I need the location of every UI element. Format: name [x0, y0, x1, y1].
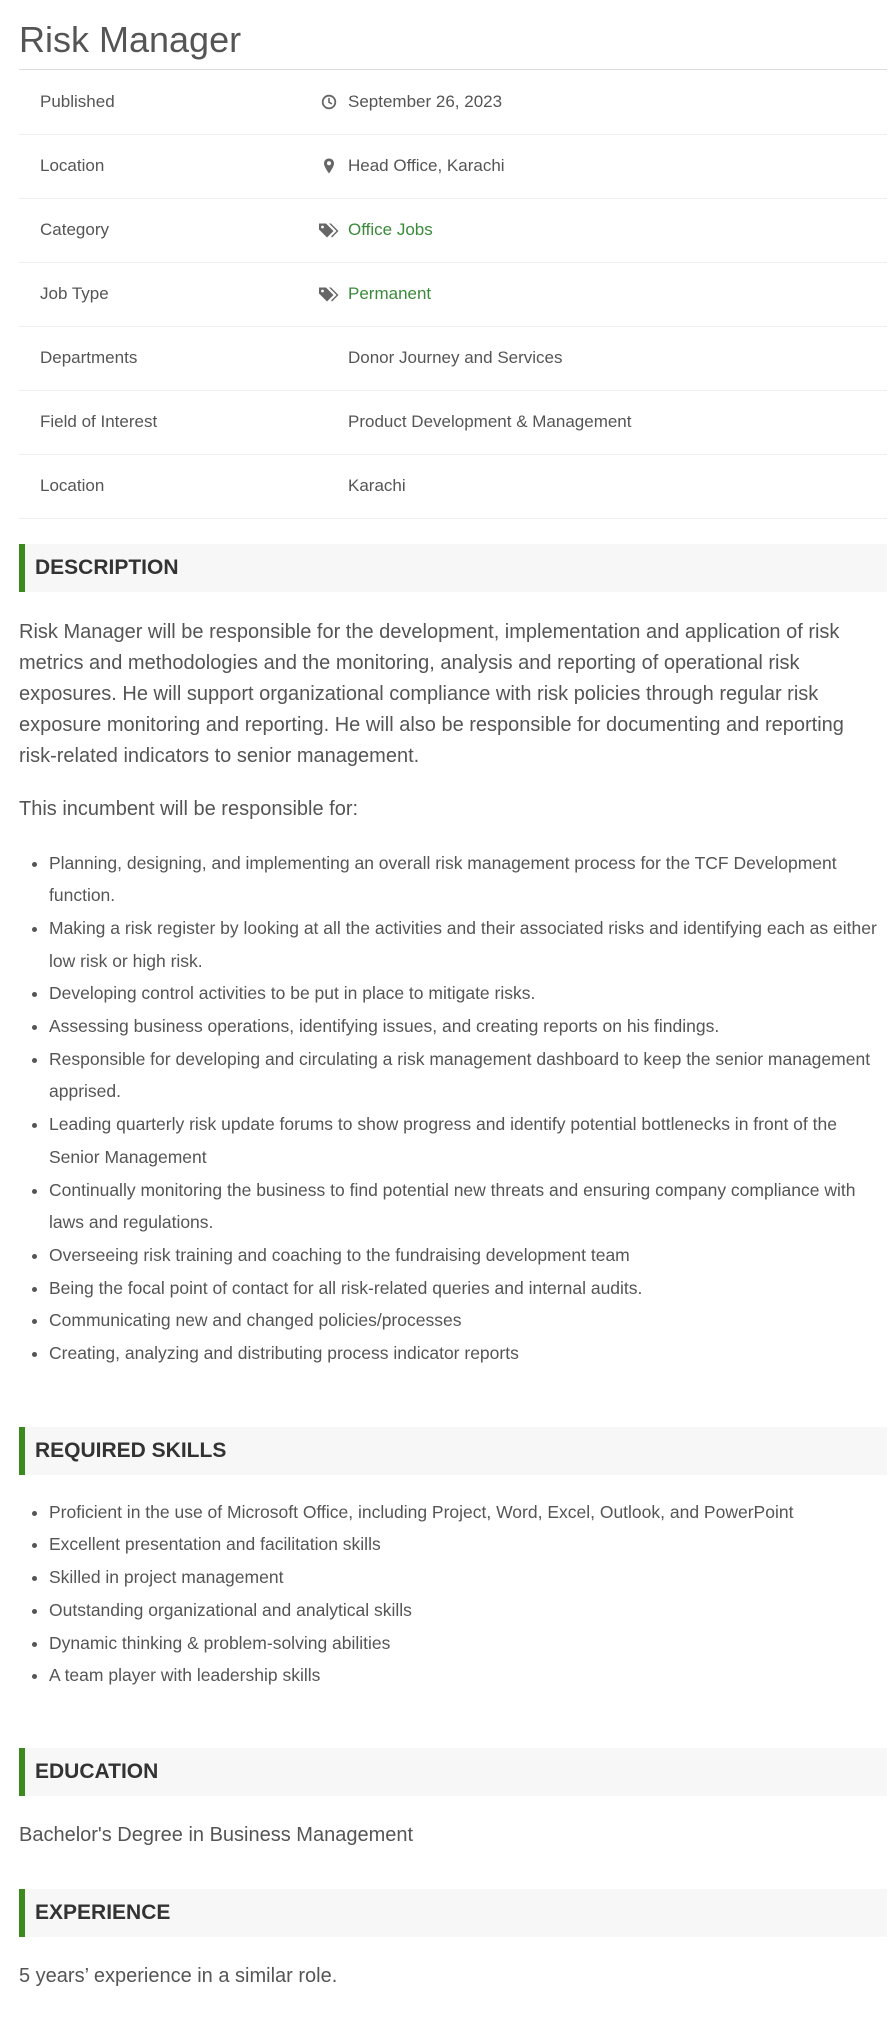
description-heading: DESCRIPTION — [19, 544, 887, 592]
tags-icon — [310, 222, 348, 238]
list-item: • Excellent presentation and facilitation skills — [49, 1528, 887, 1561]
list-item: • Skilled in project management — [49, 1561, 887, 1594]
required-skills-heading: REQUIRED SKILLS — [19, 1427, 887, 1475]
list-item: • Making a risk register by looking at all the activities and their associated risks and identifying each as either low risk or high risk. — [49, 912, 887, 977]
meta-row-published — [19, 70, 887, 134]
meta-value: Head Office, Karachi — [348, 156, 505, 175]
meta-label: Published — [40, 91, 115, 111]
job-posting — [19, 0, 887, 1992]
education-heading: EDUCATION — [19, 1748, 887, 1796]
meta-row-category — [19, 198, 887, 262]
list-item: • Responsible for developing and circulating a risk management dashboard to keep the senior management apprised. — [49, 1043, 887, 1108]
experience-text: 5 years’ experience in a similar role. — [19, 1964, 338, 1987]
list-item: • Assessing business operations, identifying issues, and creating reports on his findings. — [49, 1010, 887, 1043]
experience-heading: EXPERIENCE — [19, 1889, 887, 1937]
skills-list — [19, 1496, 887, 1692]
list-item: • Creating, analyzing and distributing process indicator reports — [49, 1337, 887, 1370]
meta-row-job-type — [19, 262, 887, 326]
job-type-link[interactable]: Permanent — [348, 284, 432, 303]
meta-label: Field of Interest — [40, 412, 158, 431]
list-item: • A team player with leadership skills — [49, 1659, 887, 1692]
meta-row-departments — [19, 326, 887, 390]
list-item: • Continually monitoring the business to find potential new threats and ensuring company compliance with laws and regulations. — [49, 1174, 887, 1239]
tags-icon — [310, 286, 348, 302]
list-item: • Overseeing risk training and coaching to the fundraising development team — [49, 1239, 887, 1272]
clock-icon — [310, 94, 348, 110]
list-item: • Outstanding organizational and analytical skills — [49, 1594, 887, 1627]
education-text: Bachelor's Degree in Business Management — [19, 1823, 414, 1846]
list-item: • Communicating new and changed policies/processes — [49, 1304, 887, 1337]
description-intro: This incumbent will be responsible for: — [19, 797, 359, 820]
meta-row-location — [19, 134, 887, 198]
map-pin-icon — [310, 158, 348, 174]
meta-row-field-of-interest — [19, 390, 887, 454]
meta-label: Departments — [40, 348, 138, 367]
meta-label: Location — [40, 476, 105, 495]
description-paragraph: Risk Manager will be responsible for the development, implementation and application of risk metrics and methodologies and the monitoring, analysis and reporting of operational risk exposures. He will support organizational compliance with risk policies through regular risk exposure monitoring and reporting. He will also be responsible for documenting and reporting risk-related indicators to senior management. — [19, 620, 844, 767]
meta-label: Location — [40, 156, 105, 175]
job-meta-table — [19, 70, 887, 519]
meta-label: Category — [40, 220, 109, 239]
list-item: • Developing control activities to be put in place to mitigate risks. — [49, 977, 887, 1010]
meta-value: Product Development & Management — [348, 412, 632, 431]
category-link[interactable]: Office Jobs — [348, 220, 433, 239]
meta-value: Donor Journey and Services — [348, 348, 563, 367]
page-title: Risk Manager — [19, 0, 887, 70]
list-item: • Proficient in the use of Microsoft Office, including Project, Word, Excel, Outlook, and PowerPoint — [49, 1496, 887, 1529]
meta-value: September 26, 2023 — [348, 91, 503, 111]
meta-row-location-city — [19, 454, 887, 518]
meta-label: Job Type — [40, 284, 109, 303]
list-item: • Leading quarterly risk update forums to show progress and identify potential bottlenecks in front of the Senior Management — [49, 1108, 887, 1173]
list-item: • Being the focal point of contact for all risk-related queries and internal audits. — [49, 1272, 887, 1305]
list-item: • Planning, designing, and implementing an overall risk management process for the TCF Development function. — [49, 847, 887, 912]
meta-value: Karachi — [348, 476, 406, 495]
responsibilities-list — [19, 847, 887, 1370]
list-item: • Dynamic thinking & problem-solving abilities — [49, 1627, 887, 1660]
